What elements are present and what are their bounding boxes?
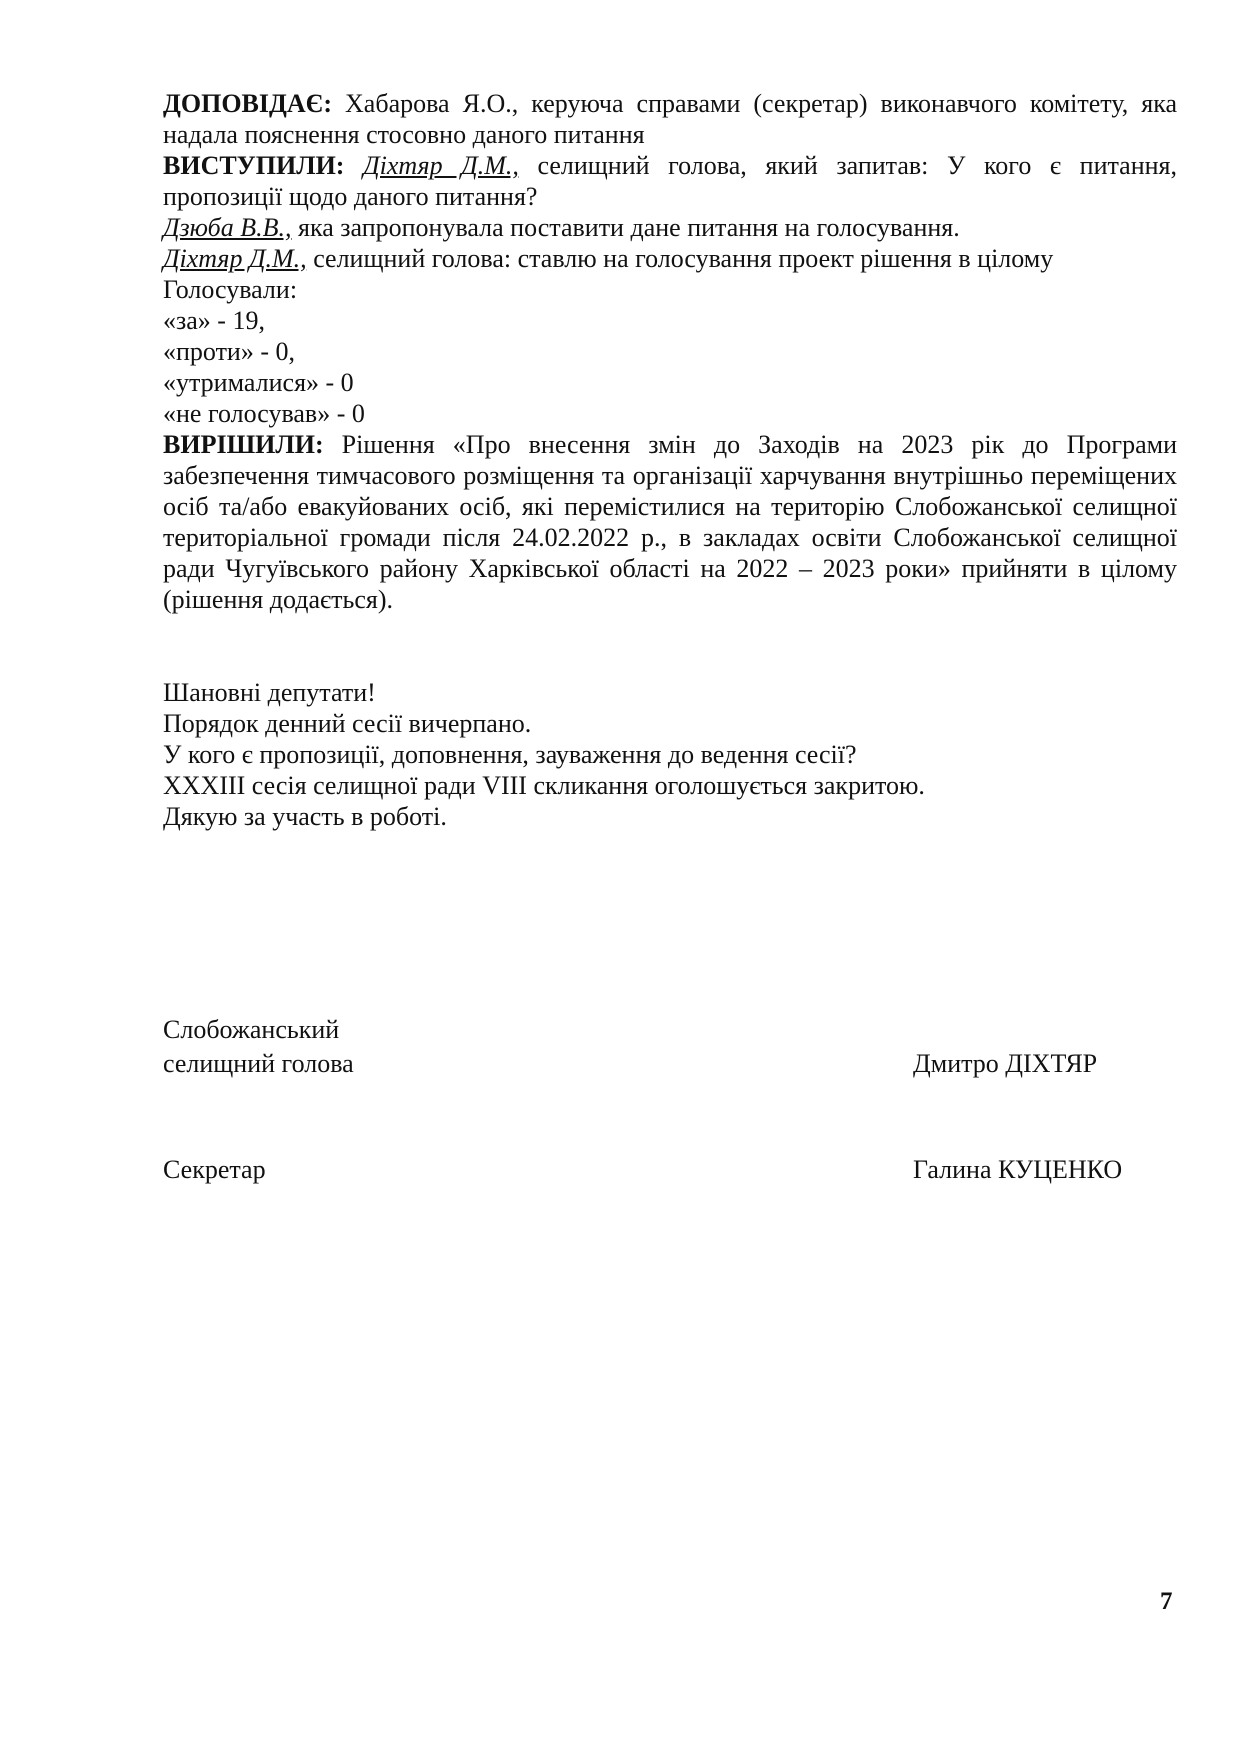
closing-line: Порядок денний сесії вичерпано. — [163, 709, 532, 738]
secretary-signature-block — [163, 1153, 1177, 1187]
speaker-name: Дзюба В.В., — [163, 213, 292, 242]
head-signature-row — [163, 1047, 1177, 1081]
reporter-paragraph — [163, 88, 1177, 150]
speaker-line — [163, 212, 1177, 243]
vote-line: «не голосував» - 0 — [163, 399, 365, 428]
document-body — [163, 88, 1177, 832]
reporter-text: Хабарова Я.О., керуюча справами (секретар) виконавчого комітету, яка надала пояснення стосовно даного питання — [163, 89, 1177, 149]
closing-line: Шановні депутати! — [163, 678, 376, 707]
closing-line: У кого є пропозиції, доповнення, зауваження до ведення сесії? — [163, 740, 857, 769]
page-number: 7 — [1160, 1588, 1173, 1615]
closing-line: XXXIII сесія селищної ради VIII скликання оголошується закритою. — [163, 771, 925, 800]
head-signatory-name: Дмитро ДІХТЯР — [913, 1049, 1098, 1078]
speaker-name: Діхтяр Д.М., — [363, 151, 519, 180]
decision-text: Рішення «Про внесення змін до Заходів на 2023 рік до Програми забезпечення тимчасового розміщення та організації харчування внутрішньо переміщених осіб та/або евакуйованих осіб, які перемістилися на територію Слобожанської селищної територіальної громади після 24.02.2022 р., в закладах освіти Слобожанської селищної ради Чугуївського району Харківської області на 2022 – 2023 роки» прийняти в цілому (рішення додається). — [163, 430, 1177, 614]
speaker-text: селищний голова: ставлю на голосування проект рішення в цілому — [306, 244, 1054, 273]
head-title-line: селищний голова — [163, 1049, 354, 1078]
secretary-name: Галина КУЦЕНКО — [913, 1155, 1123, 1184]
voting-title: Голосували: — [163, 275, 298, 304]
vote-line: «утрималися» - 0 — [163, 368, 354, 397]
speaker-text: селищний голова, який запитав: У кого є питання, пропозиції щодо даного питання? — [163, 151, 1178, 211]
speaker-name: Діхтяр Д.М., — [163, 244, 307, 273]
closing-remarks — [163, 677, 1177, 832]
vote-line: «за» - 19, — [163, 306, 265, 335]
secretary-title: Секретар — [163, 1155, 266, 1184]
vote-line: «проти» - 0, — [163, 337, 296, 366]
reporter-label: ДОПОВІДАЄ: — [163, 89, 332, 118]
speakers-label: ВИСТУПИЛИ: — [163, 151, 345, 180]
speakers-paragraph — [163, 150, 1177, 212]
decision-label: ВИРІШИЛИ: — [163, 430, 324, 459]
head-signature-block — [163, 1013, 1177, 1081]
closing-line: Дякую за участь в роботі. — [163, 802, 447, 831]
secretary-signature-row — [163, 1153, 1177, 1187]
speaker-line — [163, 243, 1177, 274]
head-title-line: Слобожанський — [163, 1015, 340, 1044]
speaker-text: яка запропонувала поставити дане питання на голосування. — [291, 213, 960, 242]
decision-paragraph — [163, 429, 1177, 615]
